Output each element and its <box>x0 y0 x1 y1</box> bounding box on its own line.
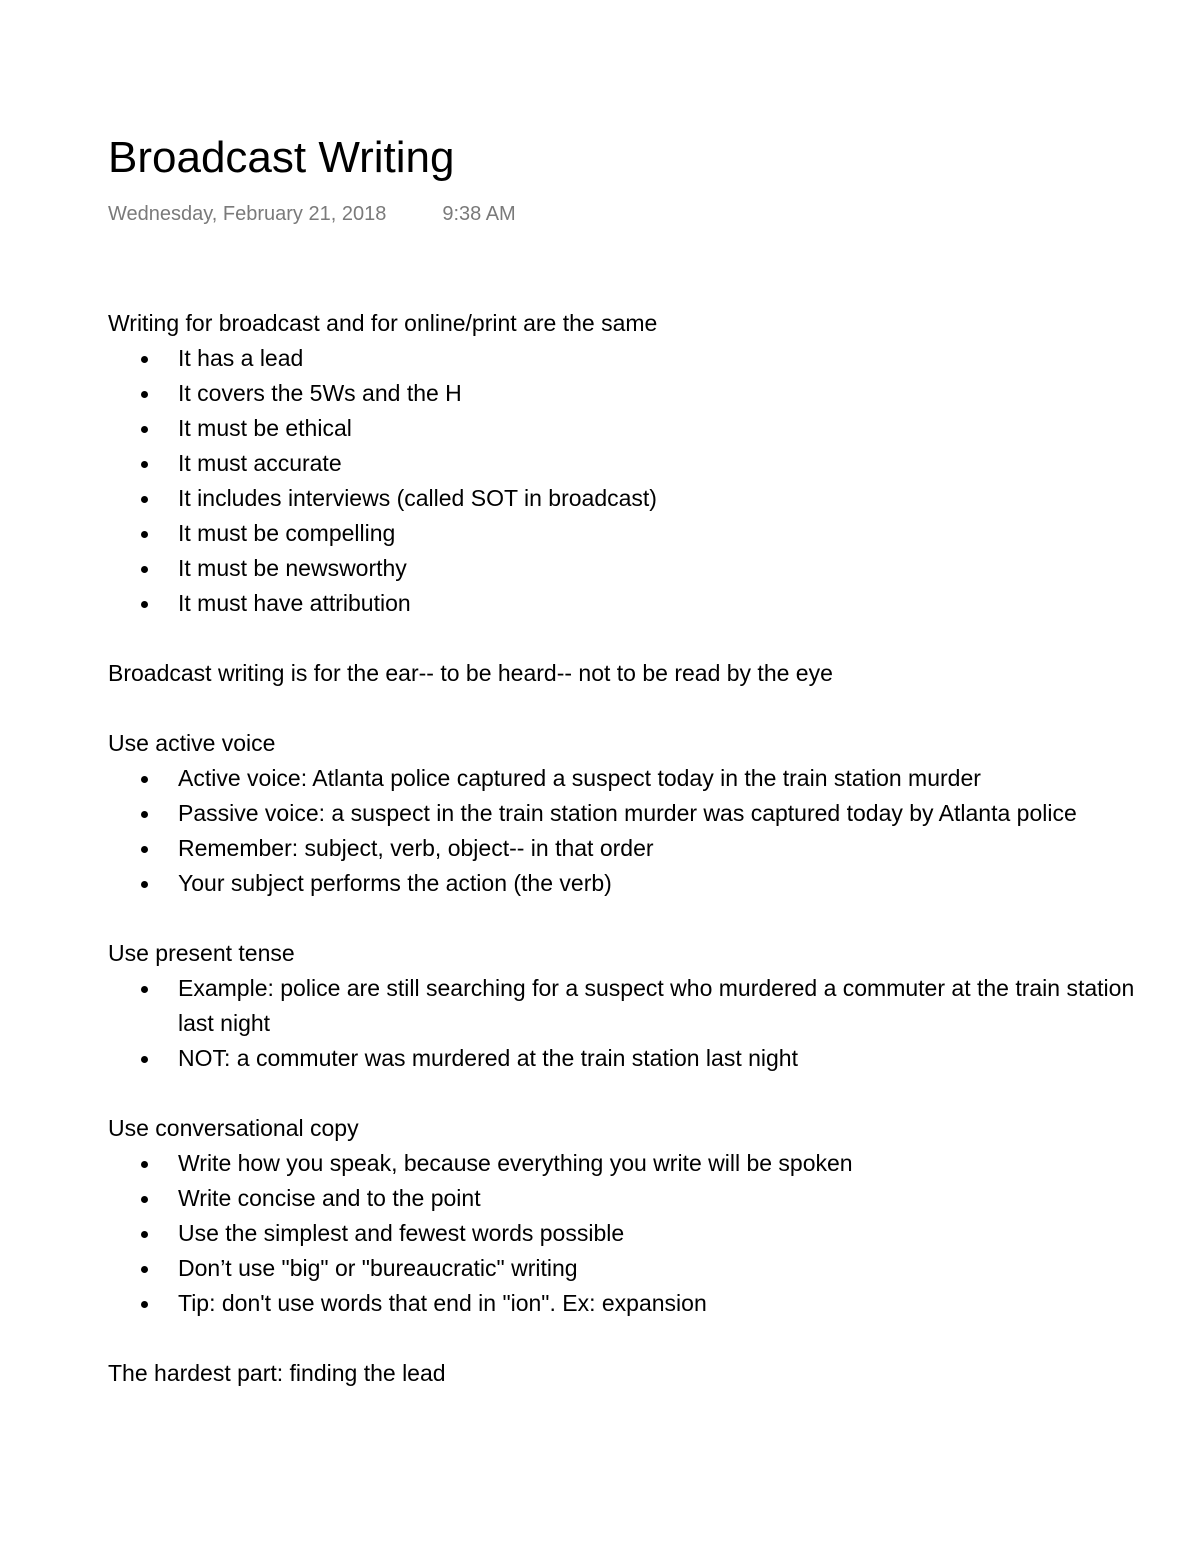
list-item-text: It must be ethical <box>178 415 352 441</box>
list-item <box>108 1251 1168 1286</box>
section-heading: Writing for broadcast and for online/print are the same <box>108 310 658 336</box>
bullet-icon <box>141 391 148 398</box>
bullet-icon <box>141 776 148 783</box>
list-item-text: Active voice: Atlanta police captured a suspect today in the train station murder <box>178 765 981 791</box>
list-item <box>108 1286 1168 1321</box>
list-item <box>108 551 1168 586</box>
list-item <box>108 481 1168 516</box>
bullet-icon <box>141 846 148 853</box>
list-item-text: Write how you speak, because everything you write will be spoken <box>178 1150 853 1176</box>
list-item-text: It must accurate <box>178 450 342 476</box>
list-item-text: Passive voice: a suspect in the train station murder was captured today by Atlanta police <box>178 800 1077 826</box>
list-item <box>108 1181 1168 1216</box>
section-for-the-ear <box>108 656 1168 691</box>
section-hardest-part <box>108 1356 1168 1391</box>
list-item <box>108 831 1168 866</box>
list-item-text: Use the simplest and fewest words possible <box>178 1220 625 1246</box>
bullet-icon <box>141 1161 148 1168</box>
list-item <box>108 376 1168 411</box>
section-heading: Broadcast writing is for the ear-- to be heard-- not to be read by the eye <box>108 660 833 686</box>
list-item <box>108 446 1168 481</box>
list-item <box>108 1216 1168 1251</box>
bullet-icon <box>141 1056 148 1063</box>
list-item-text: Tip: don't use words that end in "ion". Ex: expansion <box>178 1290 707 1316</box>
list-item-text: It must be newsworthy <box>178 555 407 581</box>
section-conversational-copy <box>108 1111 1168 1321</box>
section-heading: Use present tense <box>108 940 295 966</box>
list-item-text: Don’t use "big" or "bureaucratic" writing <box>178 1255 578 1281</box>
note-time: 9:38 AM <box>442 203 516 225</box>
note-timestamp <box>108 200 1168 228</box>
bullet-icon <box>141 881 148 888</box>
list-item <box>108 341 1168 376</box>
section-active-voice <box>108 726 1168 901</box>
bullet-icon <box>141 461 148 468</box>
list-item-text: Example: police are still searching for a suspect who murdered a commuter at the train station last night <box>178 975 1135 1036</box>
list-item-text: It must have attribution <box>178 590 411 616</box>
list-item <box>108 1041 1168 1076</box>
list-item-text: It covers the 5Ws and the H <box>178 380 462 406</box>
bullet-icon <box>141 1231 148 1238</box>
bullet-icon <box>141 1266 148 1273</box>
bullet-icon <box>141 1196 148 1203</box>
list-item <box>108 796 1168 831</box>
page-title: Broadcast Writing <box>108 133 455 182</box>
list-item <box>108 516 1168 551</box>
list-item <box>108 761 1168 796</box>
bullet-icon <box>141 356 148 363</box>
list-item <box>108 971 1168 1041</box>
bullet-icon <box>141 496 148 503</box>
list-item-text: Remember: subject, verb, object-- in that order <box>178 835 654 861</box>
bullet-list <box>108 341 1168 621</box>
list-item-text: It must be compelling <box>178 520 396 546</box>
section-same-rules <box>108 306 1168 621</box>
list-item <box>108 1146 1168 1181</box>
note-page <box>108 128 1168 1391</box>
list-item-text: NOT: a commuter was murdered at the train station last night <box>178 1045 798 1071</box>
list-item-text: It includes interviews (called SOT in broadcast) <box>178 485 657 511</box>
note-body <box>108 306 1168 1391</box>
list-item-text: It has a lead <box>178 345 304 371</box>
bullet-icon <box>141 426 148 433</box>
bullet-list <box>108 1146 1168 1321</box>
note-date: Wednesday, February 21, 2018 <box>108 203 387 225</box>
bullet-icon <box>141 531 148 538</box>
list-item <box>108 866 1168 901</box>
bullet-list <box>108 971 1168 1076</box>
list-item <box>108 586 1168 621</box>
bullet-list <box>108 761 1168 901</box>
bullet-icon <box>141 986 148 993</box>
list-item-text: Your subject performs the action (the verb) <box>178 870 612 896</box>
bullet-icon <box>141 811 148 818</box>
bullet-icon <box>141 566 148 573</box>
bullet-icon <box>141 1301 148 1308</box>
section-heading: The hardest part: finding the lead <box>108 1360 446 1386</box>
section-heading: Use active voice <box>108 730 276 756</box>
bullet-icon <box>141 601 148 608</box>
list-item <box>108 411 1168 446</box>
section-present-tense <box>108 936 1168 1076</box>
section-heading: Use conversational copy <box>108 1115 359 1141</box>
list-item-text: Write concise and to the point <box>178 1185 481 1211</box>
